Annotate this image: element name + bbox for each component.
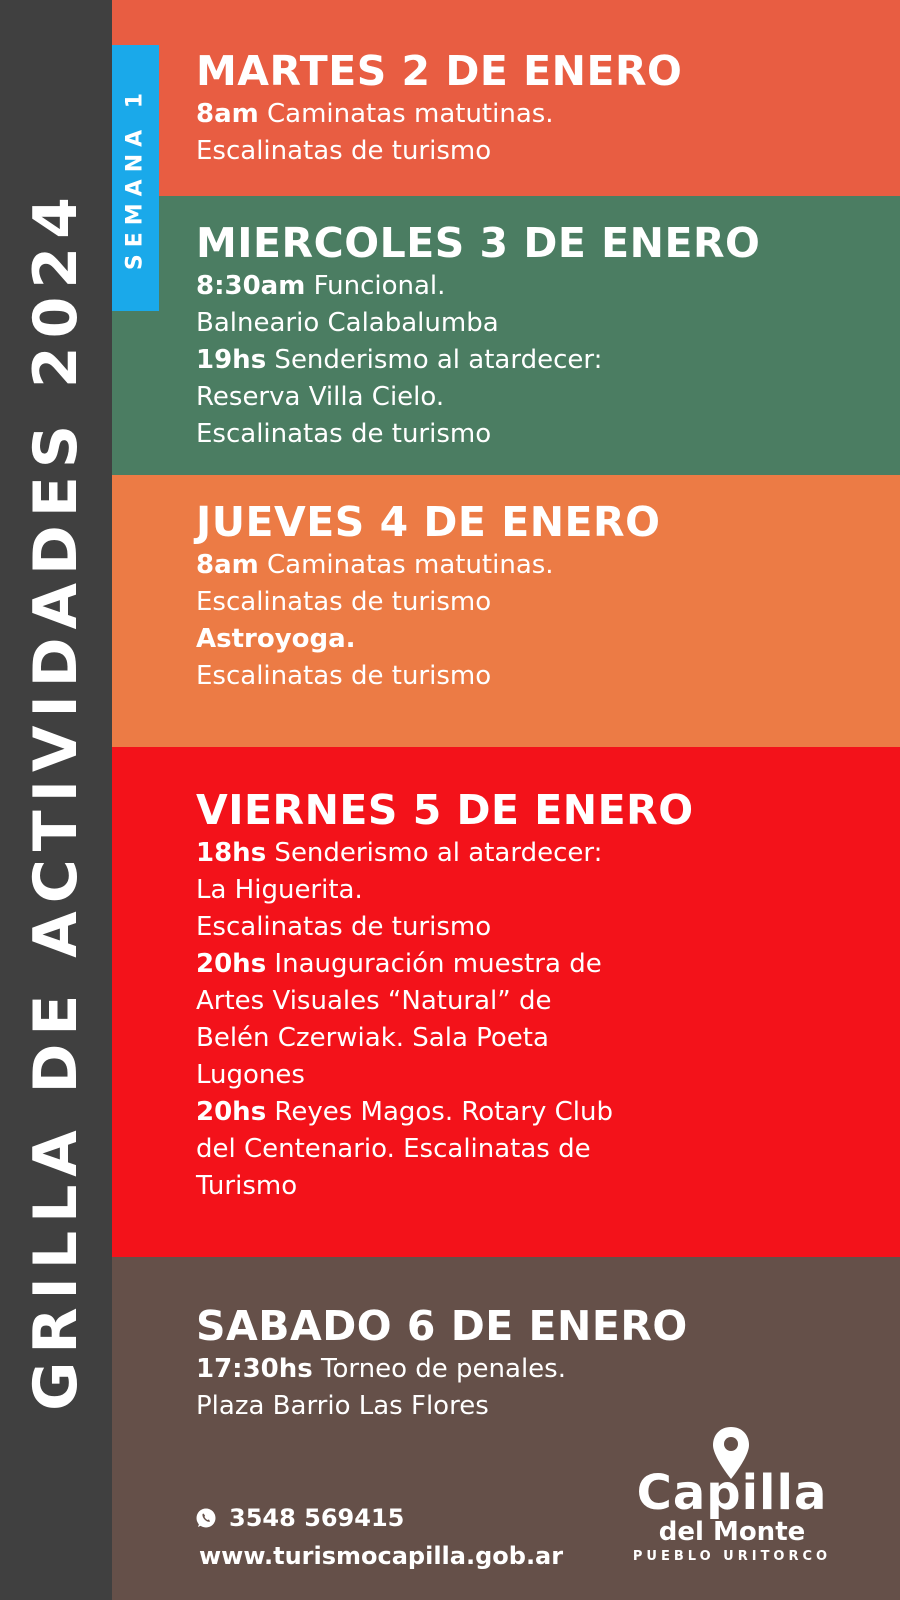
activity-line: 8am Caminatas matutinas.: [196, 550, 554, 580]
activity-line: La Higuerita.: [196, 875, 363, 905]
day-title: VIERNES 5 DE ENERO: [196, 786, 694, 834]
activity-line: Escalinatas de turismo: [196, 587, 492, 617]
footer-contact: [195, 1500, 563, 1576]
day-block-wednesday: [112, 196, 900, 475]
activity-line: 8:30am Funcional.: [196, 271, 446, 301]
capilla-del-monte-logo: [612, 1425, 852, 1575]
activity-line: Artes Visuales “Natural” de: [196, 986, 552, 1016]
activity-line: 8am Caminatas matutinas.: [196, 99, 554, 129]
activity-line: Turismo: [196, 1171, 298, 1201]
day-block-friday: [112, 747, 900, 1257]
day-block-thursday: [112, 475, 900, 747]
activity-line: 19hs Senderismo al atardecer:: [196, 345, 603, 375]
activity-line: Escalinatas de turismo: [196, 912, 492, 942]
activity-line: Astroyoga.: [196, 624, 356, 654]
day-title: JUEVES 4 DE ENERO: [196, 498, 661, 546]
week-tab: [112, 45, 159, 311]
activity-line: 20hs Inauguración muestra de: [196, 949, 602, 979]
activity-line: Lugones: [196, 1060, 305, 1090]
day-title: MIERCOLES 3 DE ENERO: [196, 219, 761, 267]
activity-line: Balneario Calabalumba: [196, 308, 499, 338]
activity-line: Plaza Barrio Las Flores: [196, 1391, 489, 1421]
phone-number[interactable]: 3548 569415: [229, 1504, 405, 1532]
day-block-tuesday: [112, 0, 900, 196]
day-title: SABADO 6 DE ENERO: [196, 1302, 688, 1350]
website-link[interactable]: www.turismocapilla.gob.ar: [199, 1542, 564, 1570]
activity-line: Escalinatas de turismo: [196, 136, 492, 166]
activity-line: Belén Czerwiak. Sala Poeta: [196, 1023, 549, 1053]
activity-line: Escalinatas de turismo: [196, 419, 492, 449]
logo-tagline: PUEBLO URITORCO: [632, 1549, 832, 1564]
activity-line: 20hs Reyes Magos. Rotary Club: [196, 1097, 614, 1127]
activity-line: del Centenario. Escalinatas de: [196, 1134, 591, 1164]
poster-title: GRILLA DE ACTIVIDADES 2024: [21, 189, 91, 1411]
activity-line: Reserva Villa Cielo.: [196, 382, 445, 412]
side-bar: [0, 0, 112, 1600]
phone-row: [195, 1500, 563, 1536]
activity-line: Escalinatas de turismo: [196, 661, 492, 691]
logo-name: Capilla: [636, 1465, 828, 1521]
activity-line: 17:30hs Torneo de penales.: [196, 1354, 566, 1384]
day-title: MARTES 2 DE ENERO: [196, 47, 683, 95]
logo-subtitle: del Monte: [658, 1517, 806, 1547]
week-label: SEMANA 1: [122, 85, 148, 271]
whatsapp-icon: [195, 1507, 217, 1529]
activity-line: 18hs Senderismo al atardecer:: [196, 838, 603, 868]
